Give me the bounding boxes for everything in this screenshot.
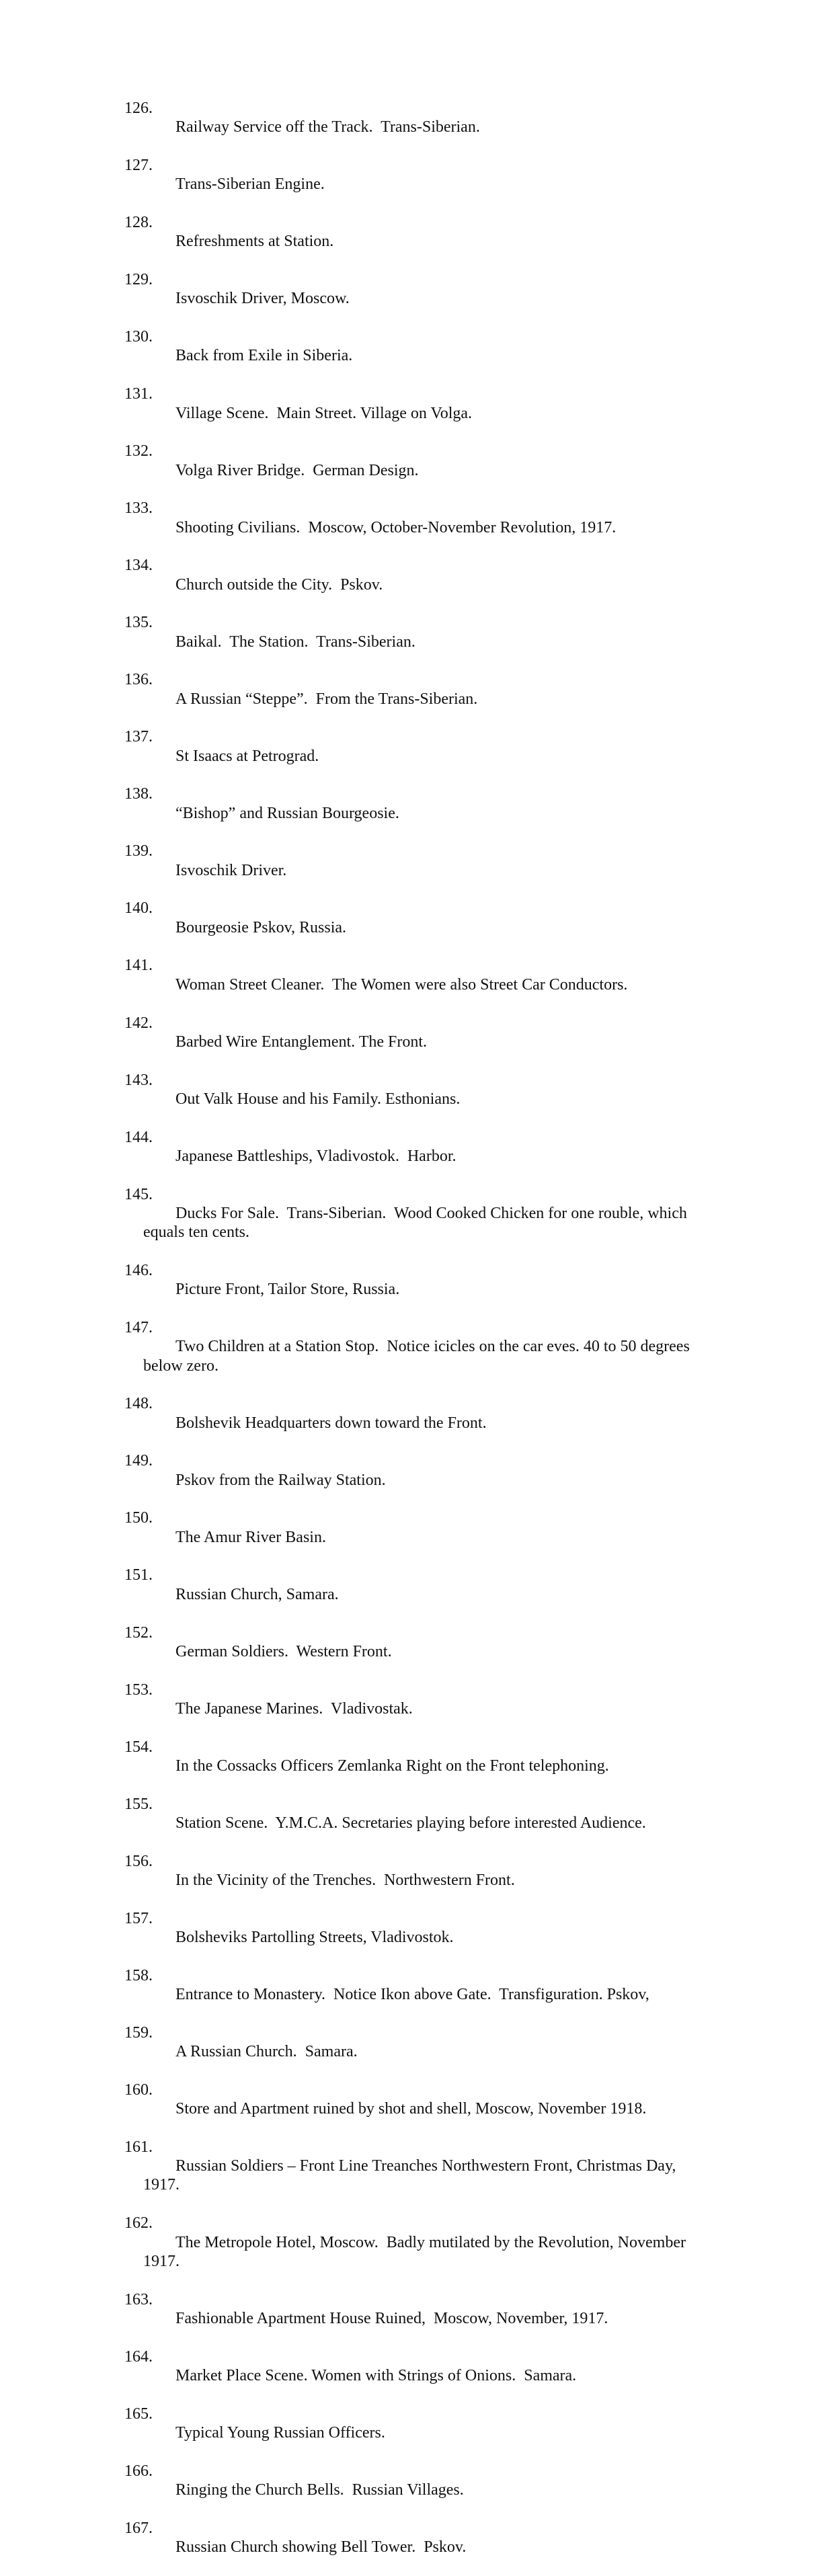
- list-item: [124, 1738, 715, 1795]
- photo-catalog-list: [124, 99, 715, 2576]
- item-text: Pskov from the Railway Station.: [175, 1471, 386, 1489]
- list-item: [124, 1014, 715, 1071]
- item-number: 137.: [124, 728, 153, 746]
- list-item: [124, 442, 715, 499]
- list-item: [124, 613, 715, 670]
- item-number: 150.: [124, 1509, 153, 1527]
- item-text: Market Place Scene. Women with Strings of Onions. Samara.: [175, 2366, 577, 2384]
- item-number: 135.: [124, 614, 153, 632]
- item-number: 145.: [124, 1185, 153, 1203]
- item-text: In the Cossacks Officers Zemlanka Right on the Front telephoning.: [175, 1757, 609, 1775]
- item-number: 146.: [124, 1261, 153, 1279]
- item-text: Fashionable Apartment House Ruined, Moscow, November, 1917.: [175, 2309, 608, 2327]
- list-item: [124, 1318, 715, 1394]
- item-text: Isvoschik Driver.: [175, 861, 287, 879]
- item-text: A Russian Church. Samara.: [175, 2043, 358, 2061]
- item-number: 131.: [124, 385, 153, 403]
- item-text: Ducks For Sale. Trans-Siberian. Wood Cooked Chicken for one rouble, which equals ten cents.: [143, 1204, 687, 1242]
- item-text: Two Children at a Station Stop. Notice icicles on the car eves. 40 to 50 degrees below zero.: [143, 1338, 690, 1375]
- item-number: 136.: [124, 671, 153, 689]
- list-item: [124, 1852, 715, 1909]
- list-item: [124, 499, 715, 556]
- list-item: [124, 727, 715, 784]
- item-text: Church outside the City. Pskov.: [175, 575, 383, 594]
- item-number: 162.: [124, 2214, 153, 2232]
- list-item: [124, 1071, 715, 1128]
- item-number: 129.: [124, 271, 153, 289]
- list-item: [124, 327, 715, 385]
- item-text: Picture Front, Tailor Store, Russia.: [175, 1281, 400, 1299]
- item-text: The Japanese Marines. Vladivostak.: [175, 1699, 413, 1718]
- item-number: 132.: [124, 442, 153, 460]
- item-number: 147.: [124, 1319, 153, 1336]
- item-number: 157.: [124, 1909, 153, 1927]
- item-number: 165.: [124, 2405, 153, 2423]
- list-item: [124, 1185, 715, 1261]
- item-text: The Metropole Hotel, Moscow. Badly mutilated by the Revolution, November 1917.: [143, 2233, 686, 2270]
- item-number: 148.: [124, 1395, 153, 1413]
- list-item: [124, 2023, 715, 2081]
- item-text: Trans-Siberian Engine.: [175, 175, 325, 194]
- item-number: 138.: [124, 785, 153, 803]
- list-item: [124, 2405, 715, 2462]
- list-item: [124, 2290, 715, 2347]
- list-item: [124, 1966, 715, 2023]
- item-number: 167.: [124, 2519, 153, 2537]
- list-item: [124, 1795, 715, 1852]
- list-item: [124, 2347, 715, 2405]
- list-item: [124, 1128, 715, 1185]
- item-text: Russian Church showing Bell Tower. Pskov.: [175, 2538, 467, 2556]
- list-item: [124, 385, 715, 442]
- list-item: [124, 2138, 715, 2214]
- item-text: Typical Young Russian Officers.: [175, 2423, 385, 2442]
- item-text: Bolshevik Headquarters down toward the Front.: [175, 1414, 487, 1432]
- item-number: 130.: [124, 328, 153, 346]
- item-text: Baikal. The Station. Trans-Siberian.: [175, 633, 416, 651]
- item-text: Russian Soldiers – Front Line Treanches Northwestern Front, Christmas Day, 1917.: [143, 2157, 676, 2194]
- item-text: Store and Apartment ruined by shot and shell, Moscow, November 1918.: [175, 2100, 647, 2118]
- list-item: [124, 899, 715, 956]
- item-number: 152.: [124, 1623, 153, 1642]
- list-item: [124, 213, 715, 270]
- item-number: 144.: [124, 1128, 153, 1146]
- item-number: 142.: [124, 1014, 153, 1032]
- list-item: [124, 1681, 715, 1738]
- item-number: 143.: [124, 1071, 153, 1089]
- item-number: 164.: [124, 2347, 153, 2366]
- list-item: [124, 1394, 715, 1451]
- item-text: Ringing the Church Bells. Russian Villages.: [175, 2481, 464, 2499]
- list-item: [124, 1623, 715, 1681]
- item-text: The Amur River Basin.: [175, 1528, 326, 1546]
- item-text: Refreshments at Station.: [175, 233, 334, 251]
- list-item: [124, 270, 715, 327]
- item-text: In the Vicinity of the Trenches. Northwestern Front.: [175, 1871, 515, 1889]
- item-number: 140.: [124, 899, 153, 918]
- list-item: [124, 1261, 715, 1318]
- item-text: “Bishop” and Russian Bourgeosie.: [175, 804, 399, 822]
- list-item: [124, 556, 715, 613]
- item-text: Out Valk House and his Family. Esthonians.: [175, 1090, 461, 1108]
- item-number: 128.: [124, 214, 153, 232]
- list-item: [124, 1508, 715, 1566]
- item-text: Entrance to Monastery. Notice Ikon above Gate. Transfiguration. Pskov,: [175, 1986, 649, 2004]
- item-number: 159.: [124, 2023, 153, 2042]
- item-number: 151.: [124, 1566, 153, 1584]
- list-item: [124, 1451, 715, 1508]
- list-item: [124, 956, 715, 1013]
- list-item: [124, 1566, 715, 1623]
- list-item: [124, 99, 715, 156]
- list-item: [124, 1909, 715, 1966]
- item-number: 155.: [124, 1795, 153, 1813]
- item-number: 154.: [124, 1738, 153, 1756]
- item-number: 149.: [124, 1452, 153, 1470]
- list-item: [124, 2214, 715, 2290]
- item-number: 163.: [124, 2290, 153, 2308]
- item-text: Village Scene. Main Street. Village on Volga.: [175, 404, 473, 422]
- list-item: [124, 156, 715, 213]
- list-item: [124, 842, 715, 899]
- list-item: [124, 784, 715, 842]
- item-text: Railway Service off the Track. Trans-Siberian.: [175, 118, 480, 136]
- item-number: 156.: [124, 1852, 153, 1870]
- list-item: [124, 2081, 715, 2138]
- item-text: A Russian “Steppe”. From the Trans-Siberian.: [175, 690, 478, 708]
- item-text: Volga River Bridge. German Design.: [175, 461, 419, 479]
- item-number: 160.: [124, 2081, 153, 2099]
- item-text: Bolsheviks Partolling Streets, Vladivostok.: [175, 1929, 454, 1946]
- item-number: 126.: [124, 99, 153, 117]
- item-text: Back from Exile in Siberia.: [175, 347, 353, 365]
- item-text: Barbed Wire Entanglement. The Front.: [175, 1033, 428, 1051]
- item-text: Russian Church, Samara.: [175, 1585, 339, 1603]
- item-number: 139.: [124, 842, 153, 860]
- item-number: 161.: [124, 2138, 153, 2156]
- item-text: Station Scene. Y.M.C.A. Secretaries playing before interested Audience.: [175, 1814, 646, 1832]
- item-text: Woman Street Cleaner. The Women were also Street Car Conductors.: [175, 975, 628, 994]
- item-number: 133.: [124, 499, 153, 518]
- item-text: Isvoschik Driver, Moscow.: [175, 290, 350, 308]
- item-text: St Isaacs at Petrograd.: [175, 747, 319, 765]
- item-number: 141.: [124, 957, 153, 975]
- item-text: Japanese Battleships, Vladivostok. Harbor.: [175, 1147, 457, 1165]
- item-text: Shooting Civilians. Moscow, October-November Revolution, 1917.: [175, 518, 617, 536]
- list-item: [124, 2519, 715, 2576]
- item-number: 134.: [124, 557, 153, 575]
- item-number: 166.: [124, 2462, 153, 2480]
- list-item: [124, 670, 715, 727]
- list-item: [124, 2462, 715, 2519]
- item-number: 127.: [124, 157, 153, 175]
- item-number: 158.: [124, 1966, 153, 1984]
- item-text: German Soldiers. Western Front.: [175, 1642, 392, 1660]
- item-text: Bourgeosie Pskov, Russia.: [175, 918, 347, 936]
- item-number: 153.: [124, 1681, 153, 1699]
